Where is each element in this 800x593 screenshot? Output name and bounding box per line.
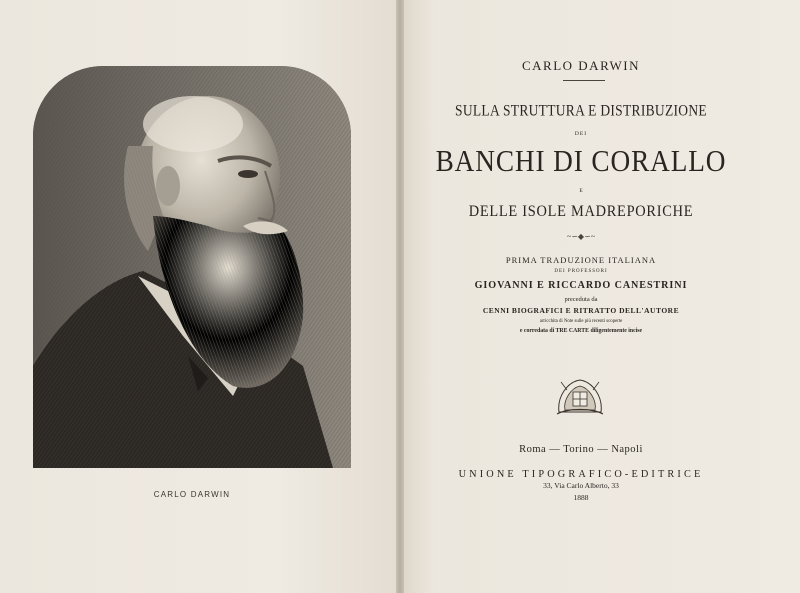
portrait-caption: CARLO DARWIN bbox=[153, 490, 231, 499]
translators-names: GIOVANNI E RICCARDO CANESTRINI bbox=[474, 279, 688, 291]
second-title: DELLE ISOLE MADREPORICHE bbox=[468, 203, 694, 220]
publisher-emblem-icon bbox=[553, 372, 607, 422]
publisher-name: UNIONE TIPOGRAFICO-EDITRICE bbox=[458, 469, 704, 480]
translation-note: PRIMA TRADUZIONE ITALIANA bbox=[505, 255, 657, 265]
maps-note: e corredata di TRE CARTE diligentemente incise bbox=[519, 328, 643, 334]
portrait-illustration bbox=[33, 66, 351, 468]
preceded-note: preceduta da bbox=[564, 296, 598, 303]
subtitle: SULLA STRUTTURA E DISTRIBUZIONE bbox=[455, 101, 707, 120]
professors-label: DEI PROFESSORI bbox=[554, 269, 608, 274]
biography-note: CENNI BIOGRAFICI E RITRATTO DELL'AUTORE bbox=[482, 306, 680, 315]
publisher-address: 33, Via Carlo Alberto, 33 bbox=[543, 481, 619, 490]
author-name: CARLO DARWIN bbox=[521, 58, 641, 73]
connector-dei: DEI bbox=[574, 131, 588, 137]
portrait-engraving bbox=[33, 66, 351, 468]
divider-rule bbox=[563, 80, 605, 81]
enriched-note: arricchita di Note sulle più recenti scoperte bbox=[539, 319, 623, 324]
publication-place: Roma — Torino — Napoli bbox=[519, 444, 643, 455]
main-title: BANCHI DI CORALLO bbox=[435, 143, 727, 178]
publication-year: 1888 bbox=[573, 493, 589, 502]
connector-e: E bbox=[579, 188, 583, 194]
ornament-divider: ~∽◆∽~ bbox=[566, 232, 596, 241]
